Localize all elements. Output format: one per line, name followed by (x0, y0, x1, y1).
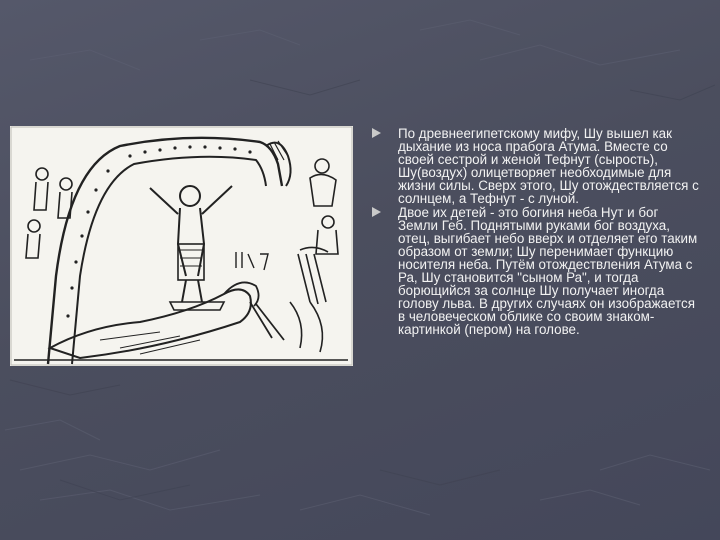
bullet-arrow-icon (372, 128, 381, 138)
bullet-text-2: Двое их детей - это богиня неба Нут и бог Земли Геб. Поднятыми руками бог воздуха, отец, выгибает небо вверх и отделяет его таким образом от земли; Шу перенимает функцию носителя неба. Путём отождествления Атума с Ра, Шу становится "сыном Ра", и тогда борющийся за солнце Шу получает иногда голову льва. В других случаях он изображается в человеческом облике со своим знаком-картинкой (пером) на голове. (398, 204, 698, 338)
shu-nut-geb-drawing (10, 126, 353, 366)
bullet-item-1 (372, 127, 702, 206)
egyptian-papyrus-illustration (10, 126, 353, 366)
bullet-text-1: По древнеегипетскому мифу, Шу вышел как дыхание из носа прабога Атума. Вместе со своей сестрой и женой Тефнут (сырость), Шу(воздух) олицетворяет необходимые для жизни силы. Сверх этого, Шу отождествляется с солнцем, а Тефнут - с луной. (398, 126, 699, 207)
bullet-list (372, 127, 702, 337)
bullet-item-2 (372, 206, 702, 337)
bullet-arrow-icon (372, 207, 381, 217)
